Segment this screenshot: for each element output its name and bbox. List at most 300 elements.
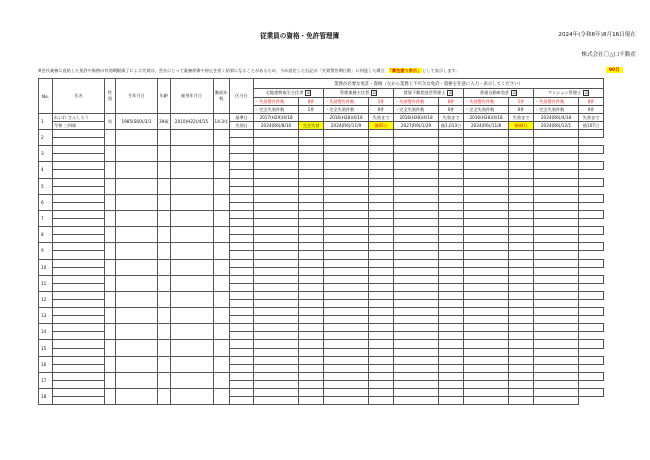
table-cell[interactable] (509, 146, 534, 154)
table-cell[interactable] (254, 130, 299, 138)
table-cell[interactable] (299, 283, 324, 291)
table-cell[interactable] (254, 275, 299, 283)
table-row[interactable] (39, 146, 604, 154)
table-cell[interactable] (369, 259, 394, 267)
table-cell[interactable] (534, 194, 579, 202)
table-cell[interactable] (369, 356, 394, 364)
table-cell[interactable] (105, 389, 116, 405)
table-cell[interactable] (324, 259, 369, 267)
table-cell[interactable] (299, 275, 324, 283)
lic3-expire[interactable]: 2027(R9)/1/29 (394, 122, 439, 130)
table-cell[interactable] (509, 291, 534, 299)
table-cell[interactable] (254, 235, 299, 243)
table-cell[interactable] (324, 267, 369, 275)
table-cell[interactable] (170, 243, 213, 259)
table-cell[interactable] (509, 332, 534, 340)
table-cell[interactable] (116, 227, 158, 243)
table-cell[interactable] (53, 389, 105, 397)
table-cell[interactable] (299, 154, 324, 162)
table-cell[interactable] (299, 186, 324, 194)
table-cell[interactable] (394, 162, 439, 170)
table-cell[interactable] (299, 291, 324, 299)
table-cell[interactable] (230, 178, 254, 186)
table-row[interactable] (39, 389, 604, 397)
table-row[interactable] (39, 243, 604, 251)
table-cell[interactable] (439, 251, 464, 259)
table-cell[interactable] (299, 348, 324, 356)
table-cell[interactable] (464, 194, 509, 202)
table-cell[interactable] (509, 389, 534, 397)
table-cell[interactable] (534, 364, 579, 372)
table-cell[interactable] (53, 210, 105, 218)
table-cell[interactable] (105, 372, 116, 388)
table-cell[interactable] (254, 162, 299, 170)
table-cell[interactable] (116, 194, 158, 210)
table-cell[interactable] (254, 356, 299, 364)
table-cell[interactable] (53, 380, 105, 388)
table-cell[interactable] (464, 243, 509, 251)
table-cell[interactable] (369, 219, 394, 227)
table-cell[interactable] (105, 162, 116, 178)
table-cell[interactable] (254, 308, 299, 316)
table-cell[interactable] (534, 235, 579, 243)
table-cell[interactable] (230, 283, 254, 291)
table-cell[interactable] (394, 194, 439, 202)
table-cell[interactable] (534, 316, 579, 324)
table-cell[interactable] (324, 219, 369, 227)
table-cell[interactable] (394, 372, 439, 380)
table-cell[interactable] (464, 380, 509, 388)
table-cell[interactable] (254, 154, 299, 162)
table-cell[interactable] (299, 372, 324, 380)
table-cell[interactable] (509, 356, 534, 364)
table-cell[interactable] (369, 324, 394, 332)
table-cell[interactable] (394, 291, 439, 299)
table-cell[interactable] (105, 210, 116, 226)
table-cell[interactable] (439, 364, 464, 372)
table-cell[interactable] (439, 202, 464, 210)
table-cell[interactable] (213, 243, 230, 259)
table-cell[interactable] (299, 389, 324, 397)
table-cell[interactable] (230, 364, 254, 372)
table-cell[interactable] (299, 243, 324, 251)
table-cell[interactable] (254, 186, 299, 194)
table-cell[interactable] (369, 130, 394, 138)
table-cell[interactable] (534, 332, 579, 340)
table-cell[interactable] (534, 138, 579, 146)
table-cell[interactable] (509, 186, 534, 194)
table-cell[interactable] (213, 146, 230, 162)
table-cell[interactable] (534, 308, 579, 316)
table-cell[interactable] (170, 227, 213, 243)
table-cell[interactable] (534, 202, 579, 210)
table-cell[interactable] (213, 308, 230, 324)
table-cell[interactable] (464, 348, 509, 356)
table-cell[interactable] (230, 389, 254, 397)
table-row[interactable] (39, 227, 604, 235)
table-cell[interactable] (509, 235, 534, 243)
table-cell[interactable] (324, 380, 369, 388)
table-cell[interactable] (439, 194, 464, 202)
table-cell[interactable] (53, 267, 105, 275)
table-cell[interactable] (369, 340, 394, 348)
table-cell[interactable] (170, 210, 213, 226)
lic1-base[interactable]: 2017(H29)/4/18 (254, 114, 299, 122)
table-cell[interactable] (369, 267, 394, 275)
table-cell[interactable] (53, 170, 105, 178)
table-cell[interactable] (464, 186, 509, 194)
table-cell[interactable] (464, 299, 509, 307)
table-cell[interactable] (509, 194, 534, 202)
table-cell[interactable] (579, 324, 604, 332)
table-cell[interactable] (324, 389, 369, 397)
table-cell[interactable] (230, 348, 254, 356)
table-cell[interactable] (534, 259, 579, 267)
table-row[interactable] (39, 194, 604, 202)
table-cell[interactable] (105, 227, 116, 243)
table-cell[interactable] (53, 259, 105, 267)
table-cell[interactable] (116, 291, 158, 307)
table-cell[interactable] (439, 259, 464, 267)
table-cell[interactable] (369, 178, 394, 186)
table-cell[interactable] (116, 275, 158, 291)
table-cell[interactable] (394, 316, 439, 324)
table-cell[interactable] (324, 210, 369, 218)
table-cell[interactable] (230, 340, 254, 348)
table-cell[interactable] (230, 194, 254, 202)
table-cell[interactable] (394, 275, 439, 283)
table-cell[interactable] (254, 170, 299, 178)
table-cell[interactable] (254, 364, 299, 372)
table-cell[interactable] (53, 227, 105, 235)
table-cell[interactable] (324, 202, 369, 210)
table-cell[interactable] (369, 251, 394, 259)
table-cell[interactable] (53, 372, 105, 380)
table-cell[interactable] (579, 275, 604, 283)
table-cell[interactable] (534, 380, 579, 388)
table-cell[interactable] (509, 283, 534, 291)
table-row[interactable] (39, 130, 604, 138)
table-cell[interactable] (369, 397, 394, 405)
table-cell[interactable] (394, 243, 439, 251)
table-cell[interactable] (509, 275, 534, 283)
table-cell[interactable] (579, 291, 604, 299)
table-cell[interactable] (53, 356, 105, 364)
table-cell[interactable] (230, 316, 254, 324)
table-cell[interactable] (53, 162, 105, 170)
table-cell[interactable] (394, 186, 439, 194)
table-cell[interactable] (579, 210, 604, 218)
table-cell[interactable] (509, 251, 534, 259)
table-cell[interactable] (394, 219, 439, 227)
table-cell[interactable] (230, 210, 254, 218)
table-cell[interactable] (116, 308, 158, 324)
table-cell[interactable] (579, 194, 604, 202)
table-cell[interactable] (213, 162, 230, 178)
table-cell[interactable] (324, 130, 369, 138)
table-cell[interactable] (464, 259, 509, 267)
table-cell[interactable] (464, 138, 509, 146)
table-cell[interactable] (464, 251, 509, 259)
table-cell[interactable] (369, 332, 394, 340)
table-cell[interactable] (534, 397, 579, 405)
table-cell[interactable] (299, 170, 324, 178)
table-cell[interactable] (394, 202, 439, 210)
employee-name[interactable]: 令和 三四郎 (53, 122, 105, 130)
table-cell[interactable] (394, 130, 439, 138)
table-cell[interactable] (509, 162, 534, 170)
table-cell[interactable] (170, 308, 213, 324)
table-cell[interactable] (213, 194, 230, 210)
table-cell[interactable] (254, 340, 299, 348)
table-cell[interactable] (105, 275, 116, 291)
table-cell[interactable] (464, 340, 509, 348)
table-cell[interactable] (53, 219, 105, 227)
table-cell[interactable] (324, 154, 369, 162)
table-cell[interactable] (439, 210, 464, 218)
table-cell[interactable] (439, 146, 464, 154)
table-cell[interactable] (53, 316, 105, 324)
table-cell[interactable] (369, 389, 394, 397)
table-cell[interactable] (439, 332, 464, 340)
table-cell[interactable] (324, 227, 369, 235)
table-cell[interactable] (439, 170, 464, 178)
table-cell[interactable] (53, 291, 105, 299)
table-cell[interactable] (170, 194, 213, 210)
table-cell[interactable] (324, 138, 369, 146)
table-cell[interactable] (464, 364, 509, 372)
table-cell[interactable] (369, 348, 394, 356)
table-cell[interactable] (299, 340, 324, 348)
table-cell[interactable] (53, 235, 105, 243)
table-cell[interactable] (369, 162, 394, 170)
table-cell[interactable] (464, 356, 509, 364)
table-row[interactable] (39, 291, 604, 299)
table-cell[interactable] (170, 130, 213, 146)
table-cell[interactable] (369, 243, 394, 251)
table-cell[interactable] (464, 130, 509, 138)
table-cell[interactable] (509, 154, 534, 162)
table-cell[interactable] (254, 397, 299, 405)
table-cell[interactable] (464, 267, 509, 275)
table-cell[interactable] (105, 243, 116, 259)
table-cell[interactable] (439, 138, 464, 146)
table-cell[interactable] (230, 219, 254, 227)
table-cell[interactable] (230, 146, 254, 154)
table-cell[interactable] (53, 308, 105, 316)
table-cell[interactable] (170, 340, 213, 356)
table-cell[interactable] (534, 348, 579, 356)
table-cell[interactable] (53, 243, 105, 251)
table-cell[interactable] (213, 356, 230, 372)
table-cell[interactable] (213, 324, 230, 340)
table-cell[interactable] (105, 130, 116, 146)
table-cell[interactable] (509, 219, 534, 227)
table-cell[interactable] (509, 243, 534, 251)
table-cell[interactable] (439, 130, 464, 138)
table-cell[interactable] (158, 340, 171, 356)
table-cell[interactable] (53, 146, 105, 154)
table-row[interactable] (39, 259, 604, 267)
table-cell[interactable] (116, 356, 158, 372)
table-cell[interactable] (254, 316, 299, 324)
lic5-expire[interactable]: 2024(R6)/12/1 (534, 122, 579, 130)
table-cell[interactable] (254, 267, 299, 275)
table-cell[interactable] (394, 299, 439, 307)
table-cell[interactable] (509, 130, 534, 138)
table-cell[interactable] (324, 275, 369, 283)
table-cell[interactable] (53, 332, 105, 340)
table-cell[interactable] (394, 364, 439, 372)
table-cell[interactable] (534, 372, 579, 380)
table-cell[interactable] (509, 299, 534, 307)
table-cell[interactable] (53, 130, 105, 138)
table-cell[interactable] (116, 259, 158, 275)
table-cell[interactable] (534, 154, 579, 162)
table-cell[interactable] (324, 356, 369, 364)
checkbox-icon[interactable]: ☑ (448, 91, 453, 95)
table-cell[interactable] (170, 372, 213, 388)
table-cell[interactable] (324, 299, 369, 307)
table-cell[interactable] (230, 275, 254, 283)
table-cell[interactable] (394, 146, 439, 154)
table-cell[interactable] (509, 259, 534, 267)
table-cell[interactable] (394, 170, 439, 178)
table-cell[interactable] (369, 235, 394, 243)
table-cell[interactable] (299, 194, 324, 202)
table-cell[interactable] (464, 202, 509, 210)
table-cell[interactable] (254, 138, 299, 146)
table-cell[interactable] (579, 356, 604, 364)
table-cell[interactable] (369, 210, 394, 218)
table-cell[interactable] (213, 259, 230, 275)
table-cell[interactable] (464, 324, 509, 332)
employee-furigana[interactable]: れいわ さんしろう (53, 114, 105, 122)
table-cell[interactable] (439, 308, 464, 316)
table-cell[interactable] (534, 227, 579, 235)
table-cell[interactable] (230, 308, 254, 316)
table-cell[interactable] (534, 299, 579, 307)
table-cell[interactable] (579, 340, 604, 348)
table-cell[interactable] (509, 364, 534, 372)
table-cell[interactable] (299, 210, 324, 218)
table-cell[interactable] (299, 316, 324, 324)
table-cell[interactable] (394, 389, 439, 397)
employee-hire[interactable]: 2010(H22)/4/15 (170, 114, 213, 130)
table-cell[interactable] (158, 210, 171, 226)
table-cell[interactable] (509, 227, 534, 235)
table-cell[interactable] (213, 372, 230, 388)
table-cell[interactable] (464, 235, 509, 243)
table-cell[interactable] (116, 324, 158, 340)
table-cell[interactable] (464, 291, 509, 299)
table-cell[interactable] (369, 194, 394, 202)
table-cell[interactable] (105, 356, 116, 372)
table-cell[interactable] (324, 146, 369, 154)
table-cell[interactable] (534, 210, 579, 218)
table-cell[interactable] (254, 324, 299, 332)
table-row[interactable] (39, 162, 604, 170)
table-cell[interactable] (464, 210, 509, 218)
table-cell[interactable] (534, 291, 579, 299)
table-cell[interactable] (158, 291, 171, 307)
table-cell[interactable] (394, 154, 439, 162)
lic1-expire[interactable]: 2024(R6)/8/10 (254, 122, 299, 130)
table-cell[interactable] (158, 130, 171, 146)
table-row[interactable] (39, 340, 604, 348)
table-cell[interactable] (254, 219, 299, 227)
table-cell[interactable] (170, 356, 213, 372)
table-cell[interactable] (230, 154, 254, 162)
table-cell[interactable] (53, 194, 105, 202)
table-row[interactable] (39, 372, 604, 380)
table-cell[interactable] (439, 243, 464, 251)
table-cell[interactable] (230, 162, 254, 170)
table-cell[interactable] (464, 316, 509, 324)
table-cell[interactable] (230, 227, 254, 235)
table-cell[interactable] (254, 243, 299, 251)
table-cell[interactable] (394, 348, 439, 356)
table-cell[interactable] (439, 316, 464, 324)
table-cell[interactable] (534, 170, 579, 178)
table-cell[interactable] (53, 397, 105, 405)
table-cell[interactable] (170, 178, 213, 194)
table-cell[interactable] (579, 389, 604, 397)
table-cell[interactable] (299, 267, 324, 275)
table-cell[interactable] (534, 146, 579, 154)
table-cell[interactable] (254, 202, 299, 210)
table-cell[interactable] (53, 251, 105, 259)
table-cell[interactable] (509, 210, 534, 218)
table-cell[interactable] (213, 178, 230, 194)
table-cell[interactable] (324, 194, 369, 202)
table-cell[interactable] (534, 389, 579, 397)
table-cell[interactable] (464, 389, 509, 397)
table-cell[interactable] (53, 340, 105, 348)
table-cell[interactable] (369, 227, 394, 235)
table-cell[interactable] (158, 308, 171, 324)
checkbox-icon[interactable]: ☑ (306, 91, 310, 95)
table-cell[interactable] (254, 372, 299, 380)
table-cell[interactable] (369, 170, 394, 178)
table-cell[interactable] (170, 324, 213, 340)
table-cell[interactable] (158, 162, 171, 178)
table-cell[interactable] (369, 154, 394, 162)
table-cell[interactable] (439, 397, 464, 405)
table-cell[interactable] (534, 219, 579, 227)
table-cell[interactable] (254, 380, 299, 388)
table-cell[interactable] (509, 372, 534, 380)
table-cell[interactable] (299, 259, 324, 267)
table-cell[interactable] (53, 299, 105, 307)
table-cell[interactable] (369, 380, 394, 388)
table-cell[interactable] (369, 299, 394, 307)
table-cell[interactable] (509, 267, 534, 275)
lic2-base[interactable]: 2016(H28)/4/18 (324, 114, 369, 122)
lic5-base[interactable]: 2024(R6)/4/18 (534, 114, 579, 122)
table-cell[interactable] (324, 178, 369, 186)
table-cell[interactable] (299, 130, 324, 138)
lic4-expire[interactable]: 2024(R6)/11/8 (464, 122, 509, 130)
table-cell[interactable] (369, 316, 394, 324)
table-cell[interactable] (439, 275, 464, 283)
table-cell[interactable] (116, 210, 158, 226)
table-cell[interactable] (230, 397, 254, 405)
table-cell[interactable] (439, 380, 464, 388)
table-cell[interactable] (230, 186, 254, 194)
table-cell[interactable] (394, 210, 439, 218)
table-cell[interactable] (158, 324, 171, 340)
